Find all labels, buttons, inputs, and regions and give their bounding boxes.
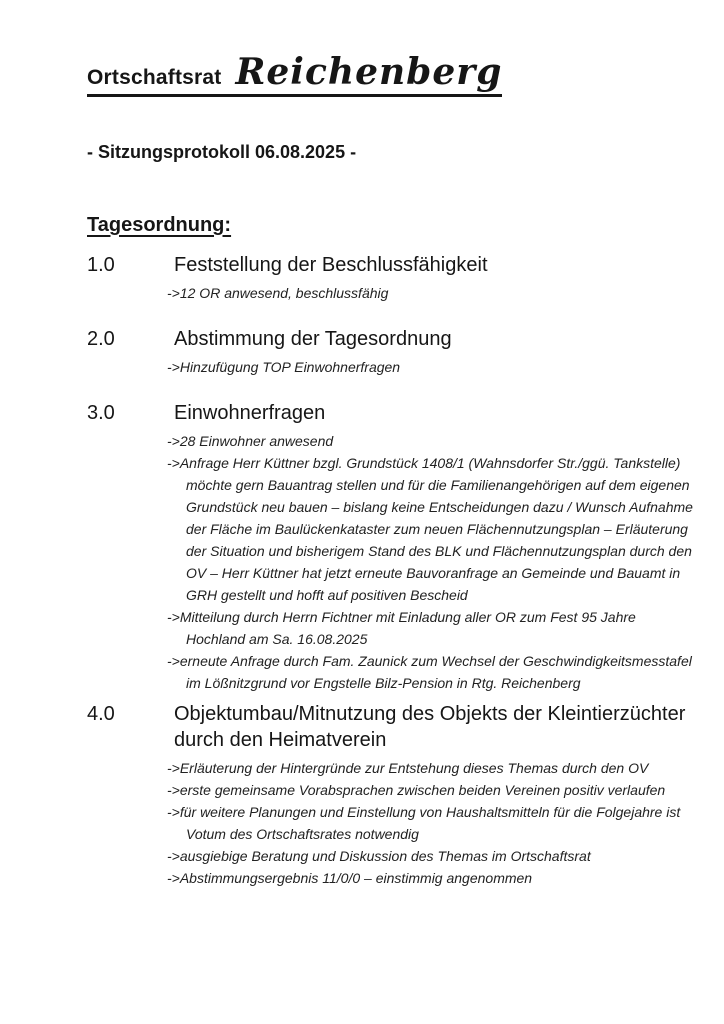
agenda-item	[87, 326, 704, 378]
agenda-note-line: OV – Herr Küttner hat jetzt erneute Bauvoranfrage an Gemeinde und Bauamt in	[186, 564, 681, 581]
agenda-item-title	[174, 326, 452, 352]
agenda-item-title-line: durch den Heimatverein	[174, 728, 387, 751]
agenda-item-title-line: Einwohnerfragen	[174, 401, 326, 424]
agenda-item-number: 4.0	[87, 702, 115, 725]
agenda-note-line: ->ausgiebige Beratung und Diskussion des Themas im Ortschaftsrat	[167, 847, 591, 864]
agenda-item-title	[174, 400, 325, 426]
agenda-list	[87, 252, 704, 889]
agenda-note-line: ->Anfrage Herr Küttner bzgl. Grundstück 1408/1 (Wahnsdorfer Str./ggü. Tankstelle)	[167, 454, 681, 471]
agenda-item-notes	[167, 356, 704, 378]
agenda-note-line: der Fläche im Baulückenkataster zum neuen Flächennutzungsplan – Erläuterung	[186, 520, 688, 537]
agenda-item	[87, 400, 704, 694]
agenda-item-number: 2.0	[87, 327, 115, 350]
agenda-note-line: möchte gern Bauantrag stellen und für die Familienangehörigen auf dem eigenen	[186, 476, 690, 493]
document-title	[87, 53, 502, 97]
agenda-item-title	[174, 701, 685, 753]
agenda-note-line: ->Abstimmungsergebnis 11/0/0 – einstimmig angenommen	[167, 869, 533, 886]
agenda-item-title-line: Abstimmung der Tagesordnung	[174, 327, 452, 350]
agenda-item	[87, 701, 704, 889]
agenda-item	[87, 252, 704, 304]
agenda-item-head	[87, 701, 704, 753]
agenda-item-number: 3.0	[87, 401, 115, 424]
agenda-note-line: Votum des Ortschaftsrates notwendig	[186, 825, 419, 842]
protocol-subtitle: - Sitzungsprotokoll 06.08.2025 -	[87, 141, 357, 162]
agenda-item-head	[87, 400, 704, 426]
agenda-note-line: GRH gestellt und hofft auf positiven Bescheid	[186, 586, 468, 603]
agenda-note-line: ->12 OR anwesend, beschlussfähig	[167, 284, 389, 301]
agenda-note-line: ->Mitteilung durch Herrn Fichtner mit Einladung aller OR zum Fest 95 Jahre	[167, 608, 636, 625]
agenda-item-notes	[167, 430, 704, 694]
agenda-note-line: Grundstück neu bauen – bislang keine Entscheidungen dazu / Wunsch Aufnahme	[186, 498, 693, 515]
agenda-note-line: der Situation und bisherigem Stand des BLK und Flächennutzungsplan durch den	[186, 542, 692, 559]
agenda-item-title	[174, 252, 488, 278]
agenda-item-head	[87, 326, 704, 352]
agenda-item-notes	[167, 757, 704, 889]
agenda-note-line: Hochland am Sa. 16.08.2025	[186, 630, 368, 647]
agenda-item-notes	[167, 282, 704, 304]
agenda-note-line: im Lößnitzgrund vor Engstelle Bilz-Pension in Rtg. Reichenberg	[186, 674, 581, 691]
agenda-heading: Tagesordnung:	[87, 213, 232, 236]
agenda-note-line: ->erneute Anfrage durch Fam. Zaunick zum Wechsel der Geschwindigkeitsmesstafel	[167, 652, 692, 669]
agenda-note-line: ->erste gemeinsame Vorabsprachen zwischen beiden Vereinen positiv verlaufen	[167, 781, 666, 798]
agenda-item-title-line: Feststellung der Beschlussfähigkeit	[174, 253, 488, 276]
agenda-note-line: ->Hinzufügung TOP Einwohnerfragen	[167, 358, 401, 375]
agenda-note-line: ->für weitere Planungen und Einstellung von Haushaltsmitteln für die Folgejahre ist	[167, 803, 681, 820]
agenda-item-head	[87, 252, 704, 278]
agenda-item-title-line: Objektumbau/Mitnutzung des Objekts der Kleintierzüchter	[174, 702, 686, 725]
agenda-note-line: ->28 Einwohner anwesend	[167, 432, 334, 449]
agenda-note-line: ->Erläuterung der Hintergründe zur Entstehung dieses Themas durch den OV	[167, 759, 649, 776]
org-name: Ortschaftsrat	[87, 66, 222, 89]
place-name: Reichenberg	[235, 51, 503, 93]
agenda-item-number: 1.0	[87, 253, 115, 276]
